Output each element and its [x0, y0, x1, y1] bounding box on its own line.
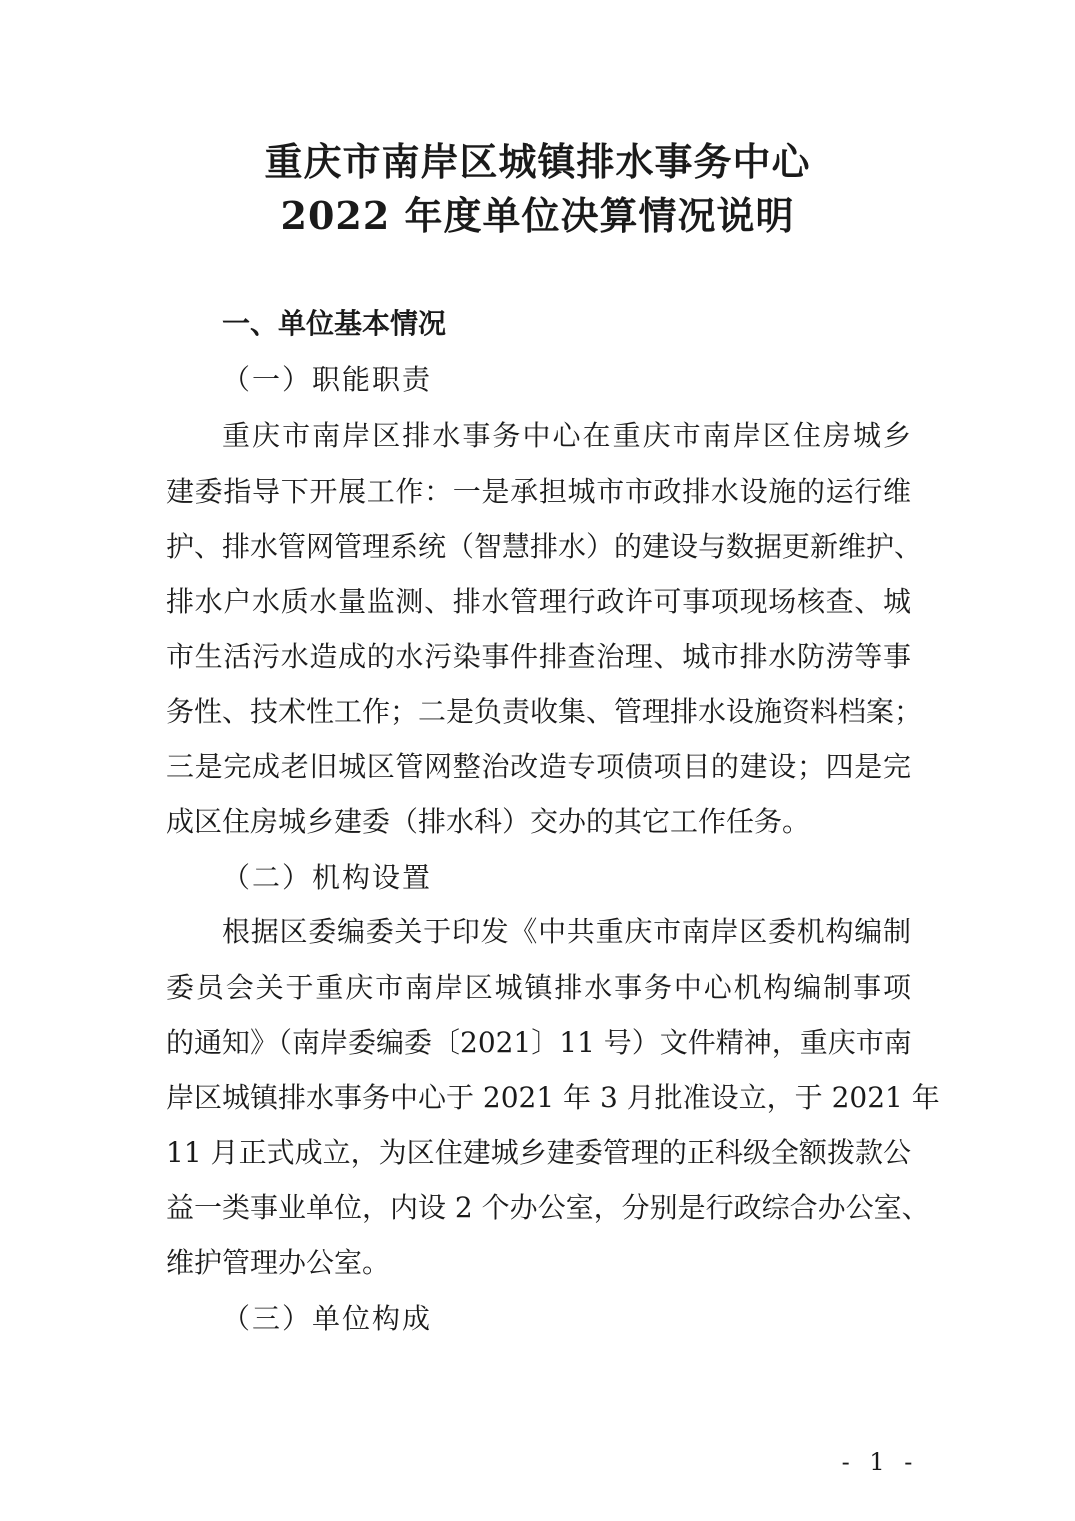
section-heading-basic-info: 一、单位基本情况	[222, 307, 447, 340]
paragraph-duties-line: 护、排水管网管理系统（智慧排水）的建设与数据更新维护、	[166, 530, 923, 563]
paragraph-organization-line: 岸区城镇排水事务中心于 2021 年 3 月批准设立，于 2021 年	[166, 1081, 940, 1114]
paragraph-duties-line: 建委指导下开展工作：一是承担城市市政排水设施的运行维	[166, 475, 911, 508]
paragraph-organization-line: 益一类事业单位，内设 2 个办公室，分别是行政综合办公室、	[166, 1191, 930, 1224]
paragraph-organization-line: 委员会关于重庆市南岸区城镇排水事务中心机构编制事项	[166, 971, 911, 1004]
subsection-heading-duties: （一）职能职责	[222, 363, 433, 396]
subsection-heading-organization: （二）机构设置	[222, 861, 433, 894]
paragraph-organization-line: 维护管理办公室。	[166, 1246, 391, 1279]
paragraph-duties-line: 排水户水质水量监测、排水管理行政许可事项现场核查、城	[166, 585, 911, 618]
paragraph-duties-line: 成区住房城乡建委（排水科）交办的其它工作任务。	[166, 805, 811, 838]
paragraph-organization-line: 11 月正式成立，为区住建城乡建委管理的正科级全额拨款公	[166, 1136, 911, 1169]
paragraph-duties-line: 三是完成老旧城区管网整治改造专项债项目的建设；四是完	[166, 750, 911, 783]
document-title-line-1: 重庆市南岸区城镇排水事务中心	[264, 139, 811, 184]
paragraph-duties-line: 务性、技术性工作；二是负责收集、管理排水设施资料档案；	[166, 695, 923, 728]
subsection-heading-composition: （三）单位构成	[222, 1302, 433, 1335]
document-title-line-2: 2022 年度单位决算情况说明	[280, 193, 795, 238]
paragraph-duties-line: 重庆市南岸区排水事务中心在重庆市南岸区住房城乡	[222, 419, 911, 452]
paragraph-organization-line: 的通知》（南岸委编委〔2021〕11 号）文件精神，重庆市南	[166, 1026, 912, 1059]
paragraph-duties-line: 市生活污水造成的水污染事件排查治理、城市排水防涝等事	[166, 640, 911, 673]
paragraph-organization-line: 根据区委编委关于印发《中共重庆市南岸区委机构编制	[222, 915, 911, 948]
page-number: - 1 -	[841, 1448, 919, 1476]
